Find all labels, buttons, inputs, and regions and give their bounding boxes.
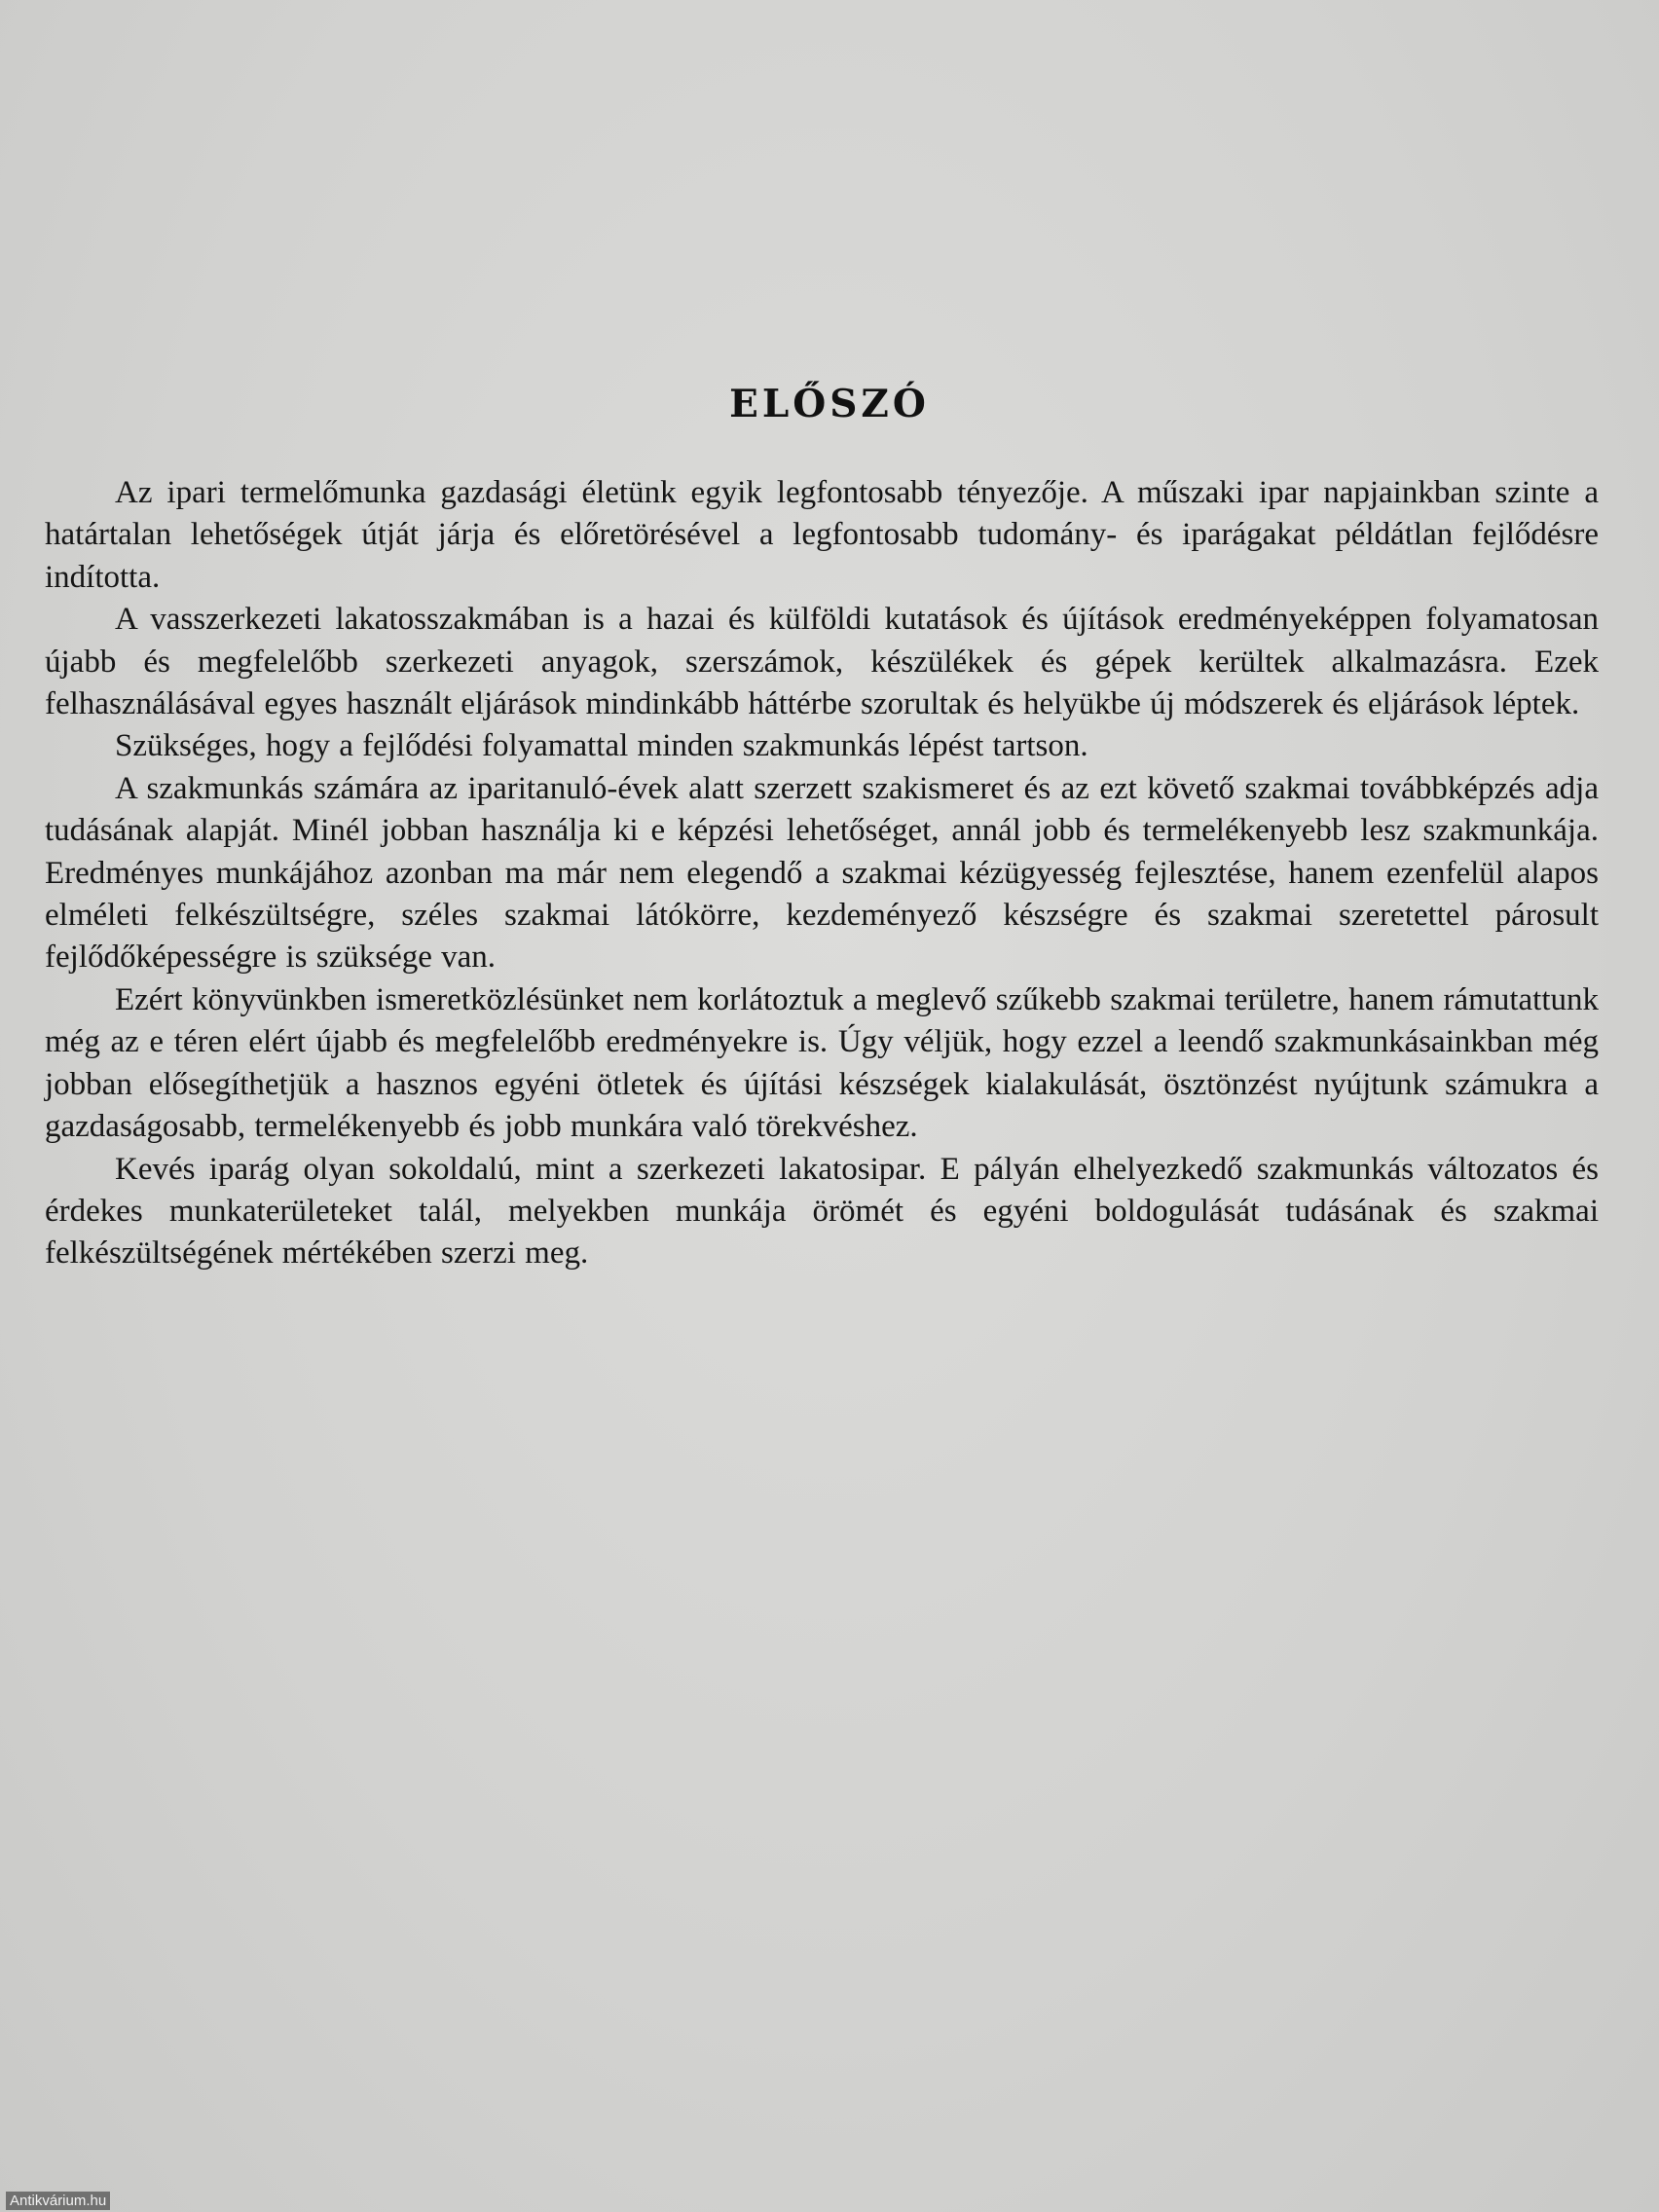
paragraph: Szükséges, hogy a fejlődési folyamattal minden szakmunkás lépést tartson. — [115, 728, 1088, 764]
paragraph: A vasszerkezeti lakatosszakmában is a hazai és külföldi kutatások és újítások eredményeképpen folyamatosan újabb és megfelelőbb szerkezeti anyagok, szerszámok, készülékek és gépek kerültek alkalmazásra. Ezek felhasználásával egyes használt eljárások mindinkább háttérbe szorultak és helyükbe új módszerek és eljárások léptek. — [45, 602, 1599, 722]
paragraph: A szakmunkás számára az iparitanuló-évek alatt szerzett szakismeret és az ezt követő szakmai továbbképzés adja tudásának alapját. Minél jobban használja ki e képzési lehetőséget, annál jobb és termelékenyebb lesz szakmunkája. Eredményes munkájához azonban ma már nem elegendő a szakmai kézügyesség fejlesztése, hanem ezenfelül alapos elméleti felkészültségre, széles szakmai látókörre, kezdeményező készségre és szakmai szeretettel párosult fejlődőképességre is szüksége van. — [45, 770, 1599, 976]
paragraph: Az ipari termelőmunka gazdasági életünk egyik legfontosabb tényezője. A műszaki ipar napjainkban szinte a határtalan lehetőségek útját járja és előretörésével a legfontosabb tudomány- és iparágakat példátlan fejlődésre indította. — [45, 475, 1599, 595]
watermark: Antikvárium.hu — [6, 2192, 110, 2210]
page-title: ELŐSZÓ — [729, 382, 930, 427]
preface-body — [45, 472, 1599, 1275]
paragraph: Ezért könyvünkben ismeretközlésünket nem korlátoztuk a meglevő szűkebb szakmai területre, hanem rámutattunk még az e téren elért újabb és megfelelőbb eredményekre is. Úgy véljük, hogy ezzel a leendő szakmunkásainkban még jobban elősegíthetjük a hasznos egyéni ötletek és újítási készségek kialakulását, ösztönzést nyújtunk számukra a gazdaságosabb, termelékenyebb és jobb munkára való törekvéshez. — [45, 981, 1599, 1145]
paragraph: Kevés iparág olyan sokoldalú, mint a szerkezeti lakatosipar. E pályán elhelyezkedő szakmunkás változatos és érdekes munkaterületeket talál, melyekben munkája örömét és egyéni boldogulását tudásának és szakmai felkészültségének mértékében szerzi meg. — [45, 1151, 1599, 1272]
